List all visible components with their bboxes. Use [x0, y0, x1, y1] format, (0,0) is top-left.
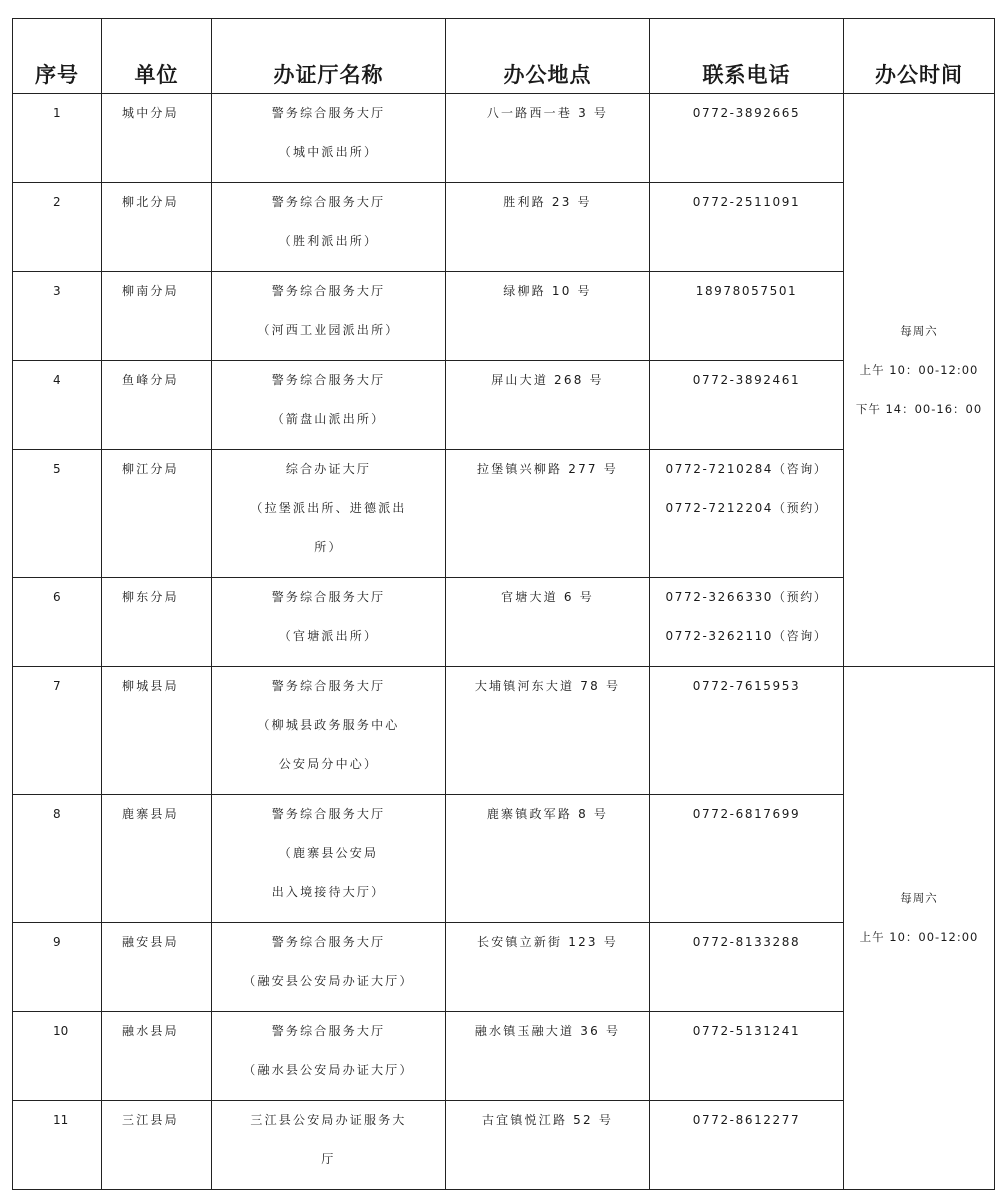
- cell-address: 屏山大道 268 号: [446, 361, 650, 450]
- cell-unit: 融水县局: [102, 1012, 212, 1101]
- cell-unit: 城中分局: [102, 94, 212, 183]
- cell-hall: 警务综合服务大厅 （柳城县政务服务中心 公安局分中心）: [212, 667, 446, 795]
- cell-hall: 警务综合服务大厅 （胜利派出所）: [212, 183, 446, 272]
- cell-phone: 0772-6817699: [650, 795, 844, 923]
- cell-address: 古宜镇悦江路 52 号: [446, 1101, 650, 1190]
- cell-unit: 柳城县局: [102, 667, 212, 795]
- cell-address: 长安镇立新街 123 号: [446, 923, 650, 1012]
- header-phone: 联系电话: [650, 19, 844, 94]
- cell-unit: 鹿寨县局: [102, 795, 212, 923]
- cell-phone: 0772-3892461: [650, 361, 844, 450]
- cell-hall: 综合办证大厅 （拉堡派出所、进德派出 所）: [212, 450, 446, 578]
- cell-no: 5: [13, 450, 102, 578]
- cell-hall: 警务综合服务大厅 （河西工业园派出所）: [212, 272, 446, 361]
- cell-hours-group-2: 每周六 上午 10：00-12:00: [844, 667, 995, 1190]
- header-hall: 办证厅名称: [212, 19, 446, 94]
- cell-no: 9: [13, 923, 102, 1012]
- cell-no: 4: [13, 361, 102, 450]
- cell-unit: 柳东分局: [102, 578, 212, 667]
- cell-phone: 0772-7210284（咨询） 0772-7212204（预约）: [650, 450, 844, 578]
- cell-unit: 柳江分局: [102, 450, 212, 578]
- cell-no: 3: [13, 272, 102, 361]
- table-row: [13, 667, 995, 795]
- cell-address: 拉堡镇兴柳路 277 号: [446, 450, 650, 578]
- cell-unit: 融安县局: [102, 923, 212, 1012]
- cell-hall: 警务综合服务大厅 （官塘派出所）: [212, 578, 446, 667]
- cell-hall: 警务综合服务大厅 （融水县公安局办证大厅）: [212, 1012, 446, 1101]
- header-no: 序号: [13, 19, 102, 94]
- cell-phone: 0772-8133288: [650, 923, 844, 1012]
- table-row: [13, 94, 995, 183]
- office-hours-table: [12, 18, 995, 1190]
- cell-unit: 三江县局: [102, 1101, 212, 1190]
- cell-address: 胜利路 23 号: [446, 183, 650, 272]
- cell-phone: 0772-3266330（预约） 0772-3262110（咨询）: [650, 578, 844, 667]
- cell-no: 7: [13, 667, 102, 795]
- cell-address: 八一路西一巷 3 号: [446, 94, 650, 183]
- cell-address: 官塘大道 6 号: [446, 578, 650, 667]
- cell-hours-group-1: 每周六 上午 10：00-12:00 下午 14：00-16：00: [844, 94, 995, 667]
- header-row: [13, 19, 995, 94]
- cell-no: 2: [13, 183, 102, 272]
- cell-no: 11: [13, 1101, 102, 1190]
- cell-no: 1: [13, 94, 102, 183]
- cell-phone: 0772-3892665: [650, 94, 844, 183]
- header-unit: 单位: [102, 19, 212, 94]
- cell-address: 绿柳路 10 号: [446, 272, 650, 361]
- cell-hall: 警务综合服务大厅 （鹿寨县公安局 出入境接待大厅）: [212, 795, 446, 923]
- cell-address: 融水镇玉融大道 36 号: [446, 1012, 650, 1101]
- cell-hall: 警务综合服务大厅 （箭盘山派出所）: [212, 361, 446, 450]
- cell-phone: 0772-2511091: [650, 183, 844, 272]
- cell-hall: 警务综合服务大厅 （城中派出所）: [212, 94, 446, 183]
- cell-unit: 柳南分局: [102, 272, 212, 361]
- cell-no: 6: [13, 578, 102, 667]
- cell-no: 8: [13, 795, 102, 923]
- cell-phone: 0772-5131241: [650, 1012, 844, 1101]
- header-hours: 办公时间: [844, 19, 995, 94]
- cell-address: 大埔镇河东大道 78 号: [446, 667, 650, 795]
- cell-phone: 0772-8612277: [650, 1101, 844, 1190]
- cell-phone: 18978057501: [650, 272, 844, 361]
- header-address: 办公地点: [446, 19, 650, 94]
- cell-unit: 柳北分局: [102, 183, 212, 272]
- cell-no: 10: [13, 1012, 102, 1101]
- cell-phone: 0772-7615953: [650, 667, 844, 795]
- cell-address: 鹿寨镇政军路 8 号: [446, 795, 650, 923]
- cell-hall: 三江县公安局办证服务大 厅: [212, 1101, 446, 1190]
- cell-hall: 警务综合服务大厅 （融安县公安局办证大厅）: [212, 923, 446, 1012]
- cell-unit: 鱼峰分局: [102, 361, 212, 450]
